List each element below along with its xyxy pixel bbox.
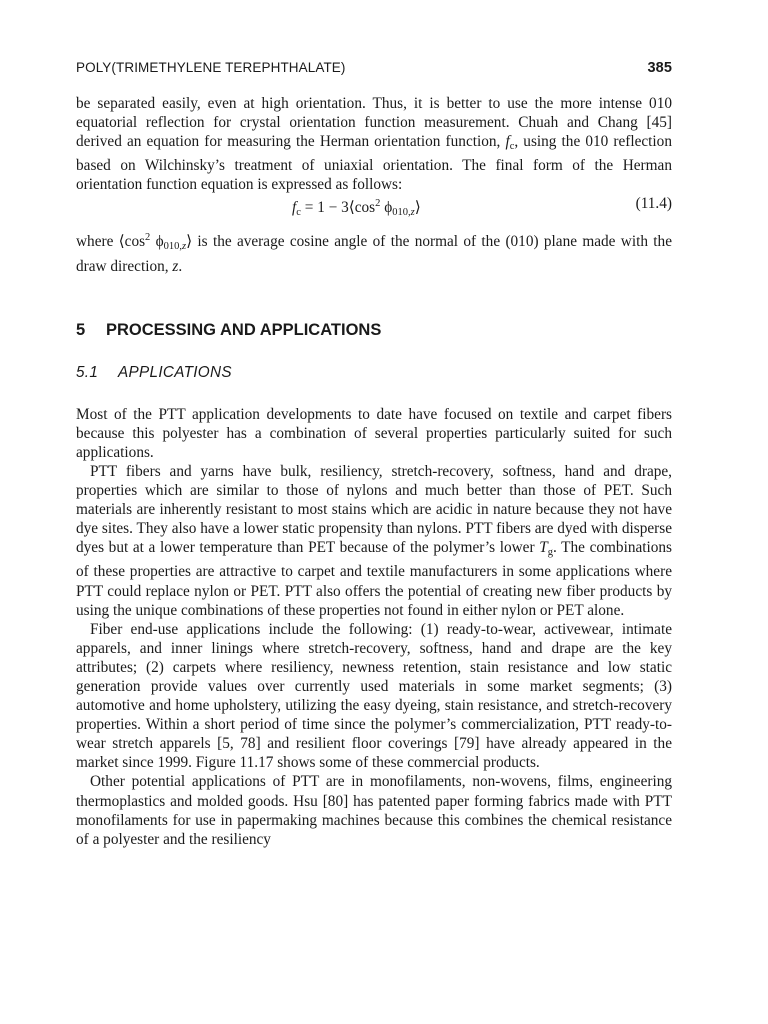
equation-formula: $f_c = 1$ − $3⟨\cos^2$ $\phi_{010,z}⟩$ bbox=[292, 198, 421, 219]
where-paragraph: where $⟨\cos^2$ $\phi_{010,z}⟩$ is the average cosine angle of the normal of the (010) plane made with the draw direction, z. bbox=[76, 232, 672, 275]
paragraph-1: Most of the PTT application developments to date have focused on textile and carpet fibers because this polyester has a combination of several properties particularly suited for such applications. bbox=[76, 405, 672, 461]
intro-paragraph: be separated easily, even at high orientation. Thus, it is better to use the more intense 010 equatorial reflection for crystal orientation function measurement. Chuah and Chang [45] derived an equation for measuring the Herman orientation function, $f_c$, using the 010 reflection based on Wilchinsky’s treatment of uniaxial orientation. The final form of the Herman orientation function equation is expressed as follows: bbox=[76, 95, 672, 194]
subsection-number: 5.1 bbox=[76, 363, 99, 381]
subsection-heading bbox=[76, 364, 672, 382]
equation-number: (11.4) bbox=[635, 195, 672, 213]
paragraph-4: Other potential applications of PTT are in monofilaments, non-wovens, films, engineering thermoplastics and molded goods. Hsu [80] has patented paper forming fabrics made with PTT monofilaments for use in papermaking machines because this combines the chemical resistance of a polyester and the resiliency bbox=[76, 773, 672, 848]
section-title: PROCESSING AND APPLICATIONS bbox=[106, 320, 382, 339]
running-header bbox=[76, 60, 672, 82]
paragraph-2: PTT fibers and yarns have bulk, resiliency, stretch-recovery, softness, hand and drape, properties which are similar to those of nylons and much better than those of PET. Such materials are inherently resistant to most stains which are acidic in nature because they not have dye sites. They also have a lower static propensity than nylons. PTT fibers are dyed with disperse dyes but at a lower temperature than PET because of the polymer’s lower $T_g$. The combinations of these properties are attractive to carpet and textile manufacturers in some applications where PTT could replace nylon or PET. PTT also offers the potential of creating new fiber products by using the unique combinations of these properties not found in either nylon or PET alone. bbox=[76, 462, 673, 619]
equation-11-4 bbox=[76, 194, 672, 218]
running-title: POLY(TRIMETHYLENE TEREPHTHALATE) bbox=[76, 60, 346, 75]
paragraph-3: Fiber end-use applications include the following: (1) ready-to-wear, activewear, intimate apparels, and inner linings where stretch-recovery, softness, hand and drape are the key attributes; (2) carpets where resiliency, newness retention, stain resistance and low static generation provide values over currently used materials in some market segments; (3) automotive and home upholstery, utilizing the easy dyeing, stain resistance, and stretch-recovery properties. Within a short period of time since the polymer’s commercialization, PTT ready-to-wear stretch apparels [5, 78] and resilient floor coverings [79] have already appeared in the market since 1999. Figure 11.17 shows some of these commercial products. bbox=[76, 620, 672, 772]
page-body bbox=[76, 60, 672, 849]
page-number: 385 bbox=[647, 60, 672, 76]
section-heading bbox=[76, 321, 672, 340]
subsection-title: APPLICATIONS bbox=[118, 363, 232, 381]
section-number: 5 bbox=[76, 320, 86, 339]
